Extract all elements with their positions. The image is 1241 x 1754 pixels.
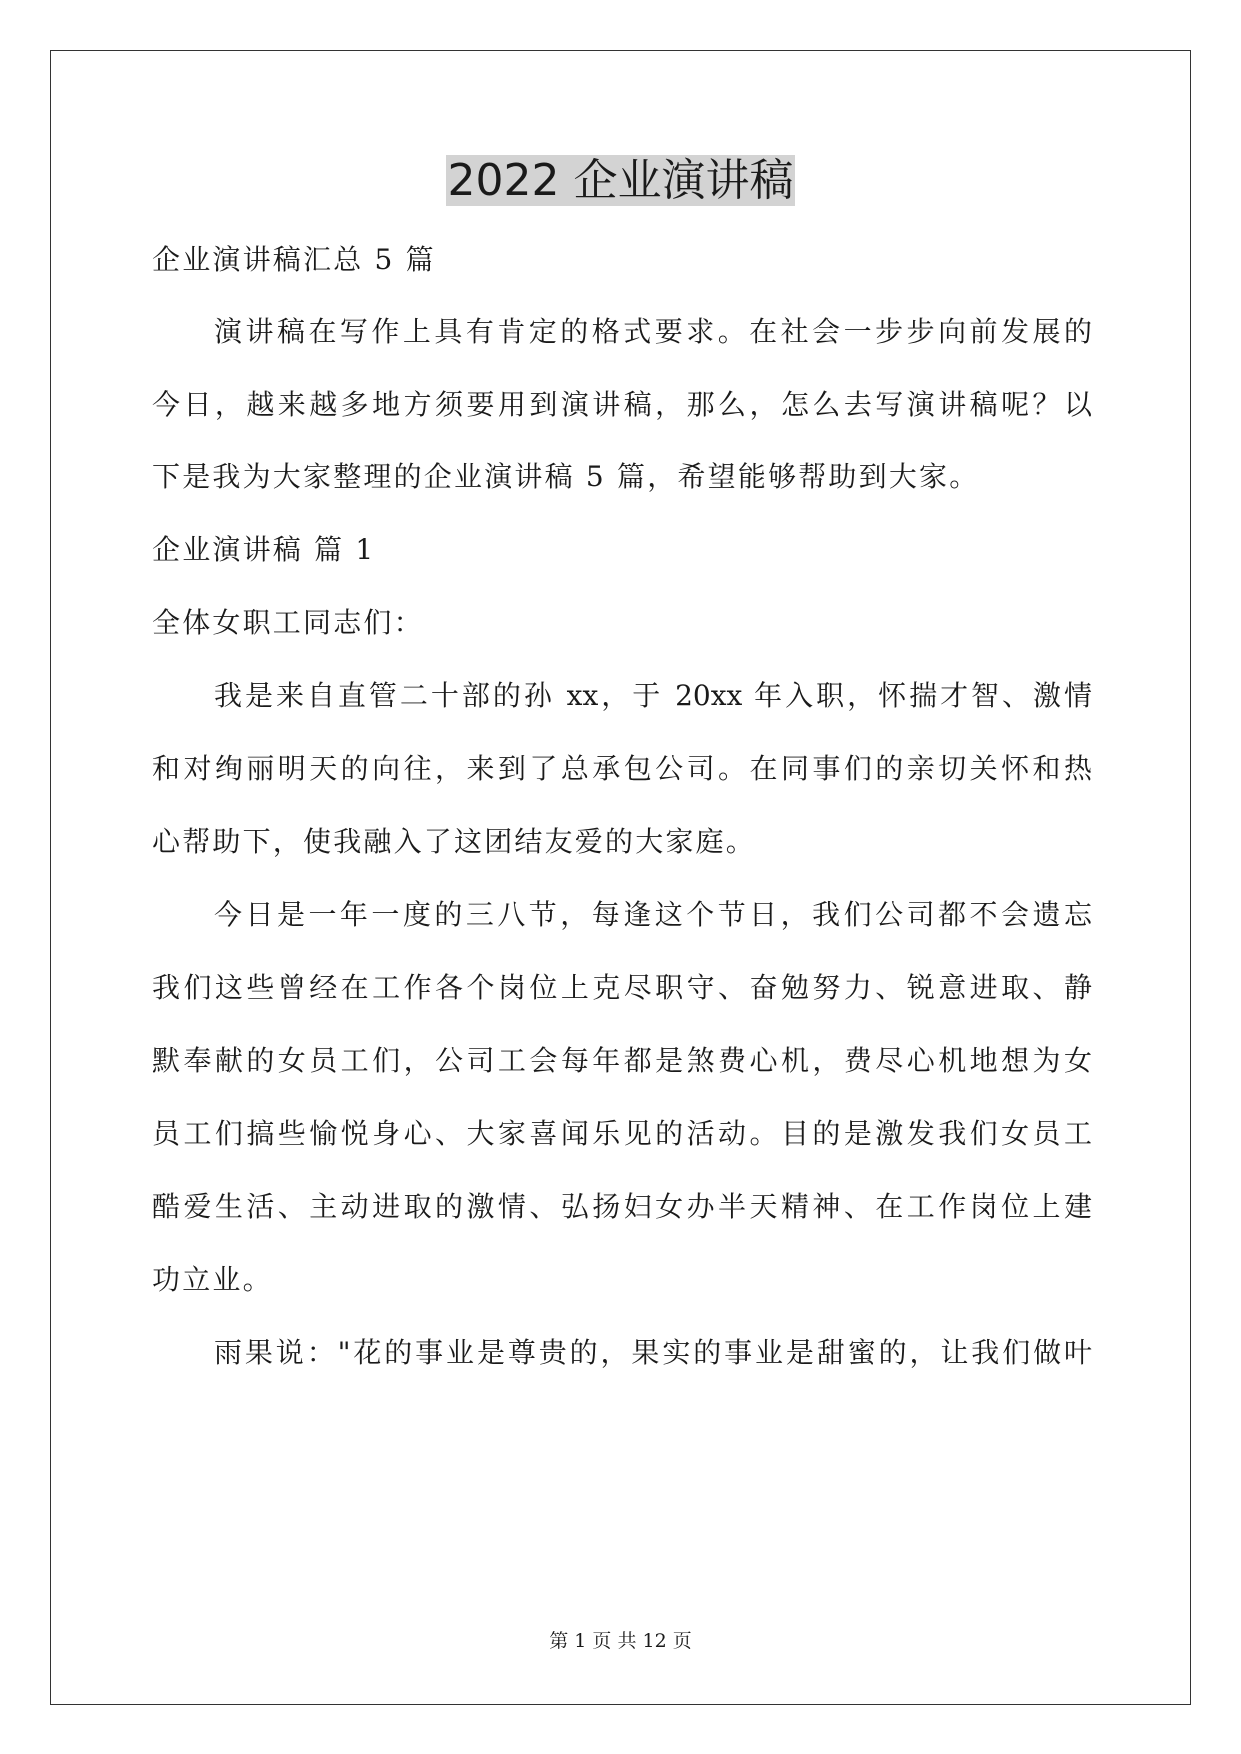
text-line: 演讲稿在写作上具有肯定的格式要求。在社会一步步向前发展的 — [214, 315, 1092, 348]
text-line: 我是来自直管二十部的孙 xx，于 20xx 年入职，怀揣才智、激情 — [214, 679, 1092, 712]
text-line: 今日，越来越多地方须要用到演讲稿，那么，怎么去写演讲稿呢？以 — [152, 388, 1092, 421]
document-title-text: 2022 企业演讲稿 — [447, 155, 794, 206]
document-title — [0, 152, 1241, 210]
page-number: 第 1 页 共 12 页 — [549, 1630, 692, 1652]
text-line: 和对绚丽明天的向往，来到了总承包公司。在同事们的亲切关怀和热 — [152, 752, 1092, 785]
text-line: 功立业。 — [152, 1263, 273, 1296]
section-heading: 企业演讲稿 篇 1 — [152, 533, 376, 566]
text-line: 今日是一年一度的三八节，每逢这个节日，我们公司都不会遗忘 — [214, 898, 1092, 931]
text-line: 默奉献的女员工们，公司工会每年都是煞费心机，费尽心机地想为女 — [152, 1044, 1092, 1077]
text-line: 我们这些曾经在工作各个岗位上克尽职守、奋勉努力、锐意进取、静 — [152, 971, 1092, 1004]
text-line: 心帮助下，使我融入了这团结友爱的大家庭。 — [152, 825, 757, 858]
text-line: 酷爱生活、主动进取的激情、弘扬妇女办半天精神、在工作岗位上建 — [152, 1190, 1092, 1223]
subtitle-line: 企业演讲稿汇总 5 篇 — [152, 243, 436, 276]
page-border — [50, 50, 1191, 1705]
text-line: 下是我为大家整理的企业演讲稿 5 篇，希望能够帮助到大家。 — [152, 460, 980, 493]
salutation-line: 全体女职工同志们： — [152, 606, 424, 639]
text-line: 雨果说："花的事业是尊贵的，果实的事业是甜蜜的，让我们做叶 — [214, 1336, 1092, 1369]
text-line: 员工们搞些愉悦身心、大家喜闻乐见的活动。目的是激发我们女员工 — [152, 1117, 1092, 1150]
